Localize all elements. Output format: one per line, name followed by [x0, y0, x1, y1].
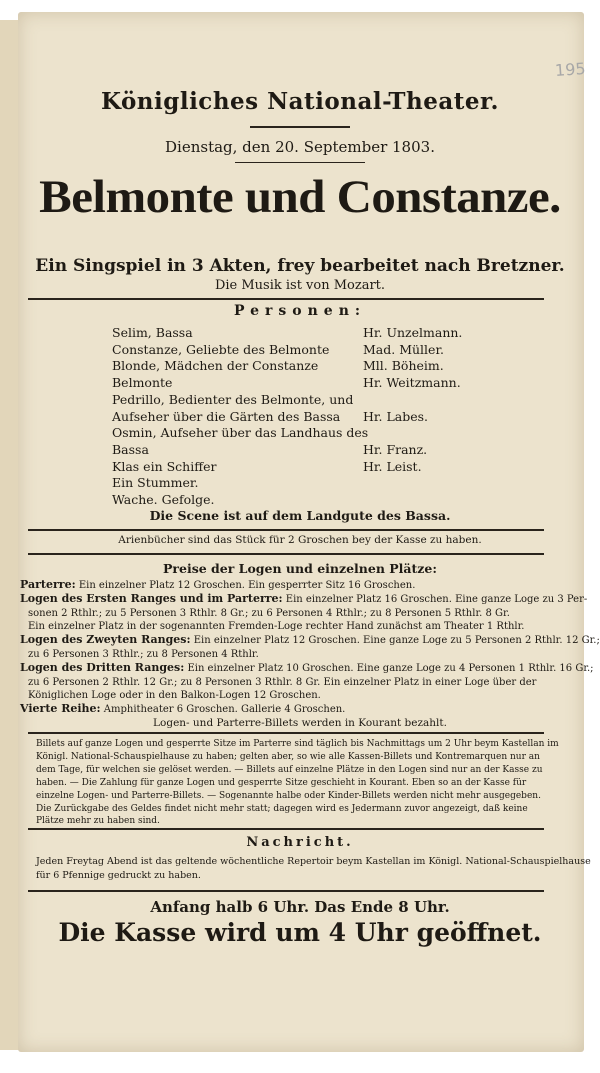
cast-role: Wache. Gefolge. [112, 492, 215, 507]
billets-line: Die Zurückgabe des Geldes findet nicht mehr statt; dagegen wird es Jedermann zuvor angezeigt, daß keine [36, 803, 528, 814]
billets-line: einzelne Logen- und Parterre-Billets. — Sogenannte halbe oder Kinder-Billets werden nicht mehr ausgegeben. [36, 790, 541, 801]
price-line [28, 619, 568, 634]
notice-line: Jeden Freytag Abend ist das geltende wöchentliche Repertoir beym Kastellan im Königl. National-Schauspielhause [36, 856, 591, 867]
cast-role: Aufseher über die Gärten des Bassa [112, 408, 341, 424]
start-time: Anfang halb 6 Uhr. Das Ende 8 Uhr. [150, 898, 450, 916]
cast-role: Pedrillo, Bedienter des Belmonte, und [112, 391, 354, 407]
cast-role: Bassa [112, 441, 149, 457]
divider [28, 828, 544, 830]
price-line [28, 688, 568, 703]
play-title: Belmonte und Constanze. [39, 171, 561, 223]
billets-line: dem Tage, für welchen sie gelöset werden. — Billets auf einzelne Plätze in den Logen sind nur an der Kasse zu [36, 764, 543, 775]
price-line [20, 591, 588, 607]
price-text: Amphitheater 6 Groschen. Gallerie 4 Groschen. [100, 704, 346, 716]
cast-heading: Personen: [233, 303, 367, 319]
playbill-sheet [18, 12, 591, 1052]
billets-line: Plätze mehr zu haben sind. [36, 816, 160, 827]
price-line [20, 578, 560, 593]
price-text: Königlichen Loge oder in den Balkon-Logen 12 Groschen. [28, 690, 321, 702]
divider [28, 298, 544, 300]
divider [28, 553, 544, 555]
price-section: Logen des Dritten Ranges: [20, 660, 185, 674]
price-text: Ein einzelner Platz in der sogenannten Fremden-Loge rechter Hand zunächst am Theater 1 Rthlr. [28, 621, 525, 633]
divider [28, 529, 544, 531]
archive-mark: 195 [554, 58, 587, 81]
price-text: Logen- und Parterre-Billets werden in Kourant bezahlt. [153, 717, 447, 729]
cast-actor: Hr. Franz. [363, 441, 428, 457]
cast-actor: Mad. Müller. [363, 341, 445, 357]
ornament-rule-small [235, 162, 365, 163]
price-text: Ein einzelner Platz 16 Groschen. Eine ganze Loge zu 3 Per- [282, 593, 588, 605]
price-line [28, 647, 568, 662]
cast-role: Osmin, Aufseher über das Landhaus des [112, 425, 369, 441]
cast-actor: Hr. Leist. [363, 458, 422, 474]
price-line [28, 675, 568, 690]
price-line [20, 702, 560, 717]
billets-line: Billets auf ganze Logen und gesperrte Sitze im Parterre sind täglich bis Nachmittags um 2 Uhr beym Kastellan im [36, 739, 559, 749]
cast-actor: Hr. Weitzmann. [363, 375, 461, 391]
composer-line: Die Musik ist von Mozart. [214, 278, 386, 293]
scene-note: Die Scene ist auf dem Landgute des Bassa. [149, 508, 451, 523]
cast-role: Belmonte [112, 375, 173, 391]
cast-role: Klas ein Schiffer [112, 458, 217, 474]
price-section: Parterre: [20, 578, 76, 591]
billets-line: haben. — Die Zahlung für ganze Logen und gesperrte Sitze geschieht in Kourant. Eben so an der Kasse für [36, 777, 527, 788]
price-line [28, 606, 568, 621]
cast-actor: Hr. Unzelmann. [363, 325, 463, 340]
theatre-name: Königliches National-Theater. [100, 88, 500, 115]
price-section: Logen des Ersten Ranges und im Parterre: [20, 591, 283, 605]
price-text: zu 6 Personen 2 Rthlr. 12 Gr.; zu 8 Personen 3 Rthlr. 8 Gr. Ein einzelner Platz in einer Loge über der [28, 676, 537, 688]
price-section: Vierte Reihe: [20, 702, 101, 716]
price-line [20, 660, 594, 676]
price-line [0, 716, 600, 731]
notice-heading: Nachricht. [246, 835, 354, 850]
prices-heading: Preise der Logen und einzelnen Plätze: [163, 561, 437, 576]
price-section: Logen des Zweyten Ranges: [20, 633, 191, 647]
cast-actor: Mll. Böheim. [363, 358, 444, 374]
cast-actor: Hr. Labes. [363, 408, 428, 424]
cast-role: Selim, Bassa [112, 325, 193, 340]
play-subtitle: Ein Singspiel in 3 Akten, frey bearbeitet nach Bretzner. [35, 256, 565, 276]
divider [28, 732, 544, 734]
box-office-opening: Die Kasse wird um 4 Uhr geöffnet. [58, 918, 542, 947]
ornament-rule [250, 126, 350, 128]
price-line [20, 633, 600, 648]
price-text: Ein einzelner Platz 12 Groschen. Ein gesperrter Sitz 16 Groschen. [75, 580, 416, 591]
price-text: Ein einzelner Platz 12 Groschen. Eine ganze Loge zu 5 Personen 2 Rthlr. 12 Gr.; [190, 635, 600, 647]
price-text: Ein einzelner Platz 10 Groschen. Eine ganze Loge zu 4 Personen 1 Rthlr. 16 Gr.; [184, 662, 594, 674]
price-text: zu 6 Personen 3 Rthlr.; zu 8 Personen 4 Rthlr. [28, 649, 259, 660]
libretto-note: Arienbücher sind das Stück für 2 Groschen bey der Kasse zu haben. [118, 534, 482, 546]
billets-line: Königl. National-Schauspielhause zu haben; gelten aber, so wie alle Kassen-Billets und Kontremarquen nur an [36, 751, 540, 762]
performance-date: Dienstag, den 20. September 1803. [165, 138, 435, 156]
price-text: sonen 2 Rthlr.; zu 5 Personen 3 Rthlr. 8 Gr.; zu 6 Personen 4 Rthlr.; zu 8 Personen 5 Rthlr. 8 Gr. [28, 607, 510, 619]
cast-role: Ein Stummer. [112, 475, 199, 491]
cast-role: Constanze, Geliebte des Belmonte [112, 341, 330, 357]
divider [28, 890, 544, 892]
cast-role: Blonde, Mädchen der Constanze [112, 358, 319, 374]
notice-line: für 6 Pfennige gedruckt zu haben. [36, 870, 201, 881]
